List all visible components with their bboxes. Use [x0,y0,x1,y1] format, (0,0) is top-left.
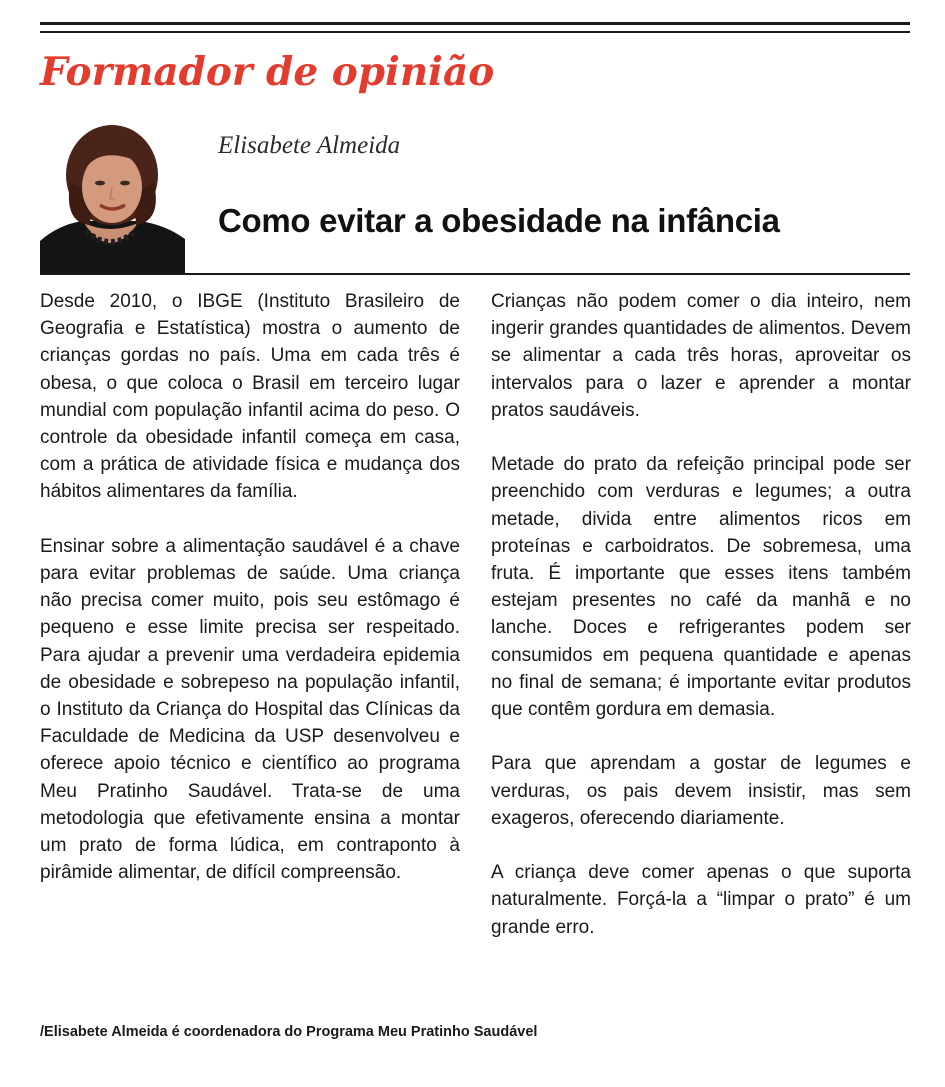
left-column [40,288,460,914]
top-rule-thick [40,22,910,25]
article-headline: Como evitar a obesidade na infância [218,202,780,239]
author-name: Elisabete Almeida [218,132,401,159]
paragraph: Metade do prato da refeição principal pode ser preenchido com verduras e legumes; a outra metade, divida entre alimentos ricos em proteínas e carboidratos. De sobremesa, uma fruta. É importante que esses itens também estejam presentes no café da manhã e no lanche. Doces e refrigerantes podem ser consumidos em pequena quantidade e apenas no final de semana; é importante evitar produtos que contêm gordura em demasia. [491,454,911,721]
author-footnote: /Elisabete Almeida é coordenadora do Programa Meu Pratinho Saudável [40,1024,538,1040]
right-column [491,288,911,968]
paragraph: Ensinar sobre a alimentação saudável é a chave para evitar problemas de saúde. Uma criança não precisa comer muito, pois seu estômago é pequeno e esse limite precisa ser respeitado. Para ajudar a prevenir uma verdadeira epidemia de obesidade e sobrepeso na população infantil, o Instituto da Criança do Hospital das Clínicas da Faculdade de Medicina da USP desenvolveu e oferece apoio técnico e científico ao programa Meu Pratinho Saudável. Trata-se de uma metodologia que efetivamente ensina a montar um prato de forma lúdica, em contraponto à pirâmide alimentar, de difícil compreensão. [40,535,460,884]
paragraph: A criança deve comer apenas o que suporta naturalmente. Forçá-la a “limpar o prato” é um grande erro. [491,862,911,938]
author-portrait [40,113,185,273]
paragraph: Crianças não podem comer o dia inteiro, nem ingerir grandes quantidades de alimentos. Devem se alimentar a cada três horas, aproveitar os intervalos para o lazer e aprender a montar pratos saudáveis. [491,291,911,421]
section-title: Formador de opinião [40,49,495,95]
top-rule-thin [40,31,910,33]
paragraph: Para que aprendam a gostar de legumes e verduras, os pais devem insistir, mas sem exageros, oferecendo diariamente. [491,753,911,829]
paragraph: Desde 2010, o IBGE (Instituto Brasileiro de Geografia e Estatística) mostra o aumento de crianças gordas no país. Uma em cada três é obesa, o que coloca o Brasil em terceiro lugar mundial com população infantil acima do peso. O controle da obesidade infantil começa em casa, com a prática de atividade física e mudança dos hábitos alimentares da família. [40,291,460,503]
header-divider [40,273,910,275]
